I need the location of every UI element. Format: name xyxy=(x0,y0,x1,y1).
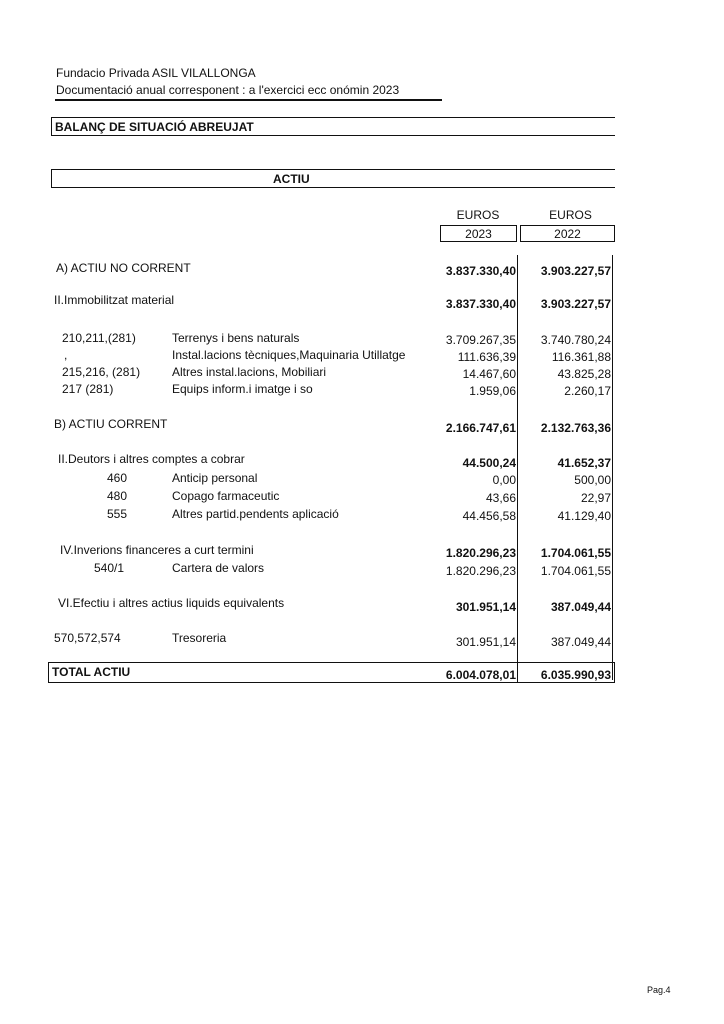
total-divider-2023 xyxy=(517,662,518,683)
section-title: BALANÇ DE SITUACIÓ ABREUJAT xyxy=(55,120,254,134)
total-label: TOTAL ACTIU xyxy=(52,665,131,679)
row-label: II.Deutors i altres comptes a cobrar xyxy=(58,452,245,466)
value-2022: 3.903.227,57 xyxy=(540,264,611,278)
value-2023: 1.959,06 xyxy=(469,384,516,398)
actiu-box-left-border xyxy=(51,169,52,187)
value-2023: 2.166.747,61 xyxy=(445,421,516,435)
value-2023: 301.951,14 xyxy=(455,635,516,649)
account-code: 555 xyxy=(107,507,128,521)
column-divider-2023 xyxy=(517,255,518,680)
section-title-top-line xyxy=(51,117,615,118)
header-underline xyxy=(55,99,442,101)
table-title: ACTIU xyxy=(273,172,310,186)
account-code: 570,572,574 xyxy=(54,631,121,645)
value-2022: 43.825,28 xyxy=(557,367,611,381)
actiu-box-bottom-line xyxy=(51,187,615,188)
value-2022: 3.903.227,57 xyxy=(540,297,611,311)
value-2023: 1.820.296,23 xyxy=(445,564,516,578)
value-2023: 14.467,60 xyxy=(462,367,516,381)
row-label: Anticip personal xyxy=(172,471,258,485)
page-number: Pag.4 xyxy=(647,985,671,995)
column-unit-2023: EUROS xyxy=(456,208,500,222)
value-2023: 3.837.330,40 xyxy=(445,264,516,278)
row-label: Altres partid.pendents aplicació xyxy=(172,507,339,521)
column-year-2022: 2022 xyxy=(554,227,581,241)
value-2023: 301.951,14 xyxy=(455,600,516,614)
section-title-bottom-line xyxy=(51,135,615,136)
account-code: 460 xyxy=(107,471,128,485)
account-code: 540/1 xyxy=(94,561,125,575)
total-value-2023: 6.004.078,01 xyxy=(445,668,516,682)
value-2023: 0,00 xyxy=(492,473,516,487)
value-2023: 111.636,39 xyxy=(457,350,516,364)
organization-name: Fundacio Privada ASIL VILALLONGA xyxy=(56,66,256,80)
value-2022: 387.049,44 xyxy=(550,635,611,649)
value-2022: 1.704.061,55 xyxy=(540,564,611,578)
value-2022: 387.049,44 xyxy=(550,600,611,614)
value-2023: 3.837.330,40 xyxy=(445,297,516,311)
row-label: IV.Inverions financeres a curt termini xyxy=(60,543,254,557)
account-code: 210,211,(281) xyxy=(62,331,136,345)
value-2022: 1.704.061,55 xyxy=(540,546,611,560)
row-label: II.Immobilitzat material xyxy=(54,293,175,307)
value-2022: 22,97 xyxy=(580,491,611,505)
value-2022: 2.260,17 xyxy=(564,384,611,398)
value-2022: 41.652,37 xyxy=(557,456,611,470)
row-label: Altres instal.lacions, Mobiliari xyxy=(172,365,327,379)
section-title-left-border xyxy=(51,117,52,135)
row-label: VI.Efectiu i altres actius liquids equivalents xyxy=(58,596,285,610)
row-label: Instal.lacions tècniques,Maquinaria Utillatge xyxy=(172,348,406,362)
document-subtitle: Documentació anual corresponent : a l'exercici ecc onómin 2023 xyxy=(56,83,400,97)
value-2022: 116.361,88 xyxy=(551,350,611,364)
account-code: , xyxy=(64,348,68,362)
total-value-2022: 6.035.990,93 xyxy=(540,668,611,682)
account-code: 217 (281) xyxy=(62,382,114,396)
value-2023: 44.500,24 xyxy=(462,456,516,470)
value-2023: 1.820.296,23 xyxy=(445,546,516,560)
row-label: Copago farmaceutic xyxy=(172,489,280,503)
value-2022: 2.132.763,36 xyxy=(540,421,611,435)
account-code: 215,216, (281) xyxy=(62,365,141,379)
row-label: Cartera de valors xyxy=(172,561,265,575)
value-2022: 500,00 xyxy=(574,473,611,487)
row-label: Tresoreria xyxy=(172,631,227,645)
value-2023: 43,66 xyxy=(485,491,516,505)
row-label: Terrenys i bens naturals xyxy=(172,331,300,345)
column-year-2023: 2023 xyxy=(465,227,492,241)
row-label: B) ACTIU CORRENT xyxy=(54,417,168,431)
row-label: A) ACTIU NO CORRENT xyxy=(56,261,191,275)
value-2023: 44.456,58 xyxy=(462,509,516,523)
value-2022: 41.129,40 xyxy=(557,509,611,523)
account-code: 480 xyxy=(107,489,128,503)
value-2022: 3.740.780,24 xyxy=(540,333,611,347)
column-unit-2022: EUROS xyxy=(549,208,592,222)
column-divider-2022 xyxy=(612,255,613,680)
value-2023: 3.709.267,35 xyxy=(445,333,516,347)
row-label: Equips inform.i imatge i so xyxy=(172,382,313,396)
actiu-box-top-line xyxy=(51,169,615,170)
